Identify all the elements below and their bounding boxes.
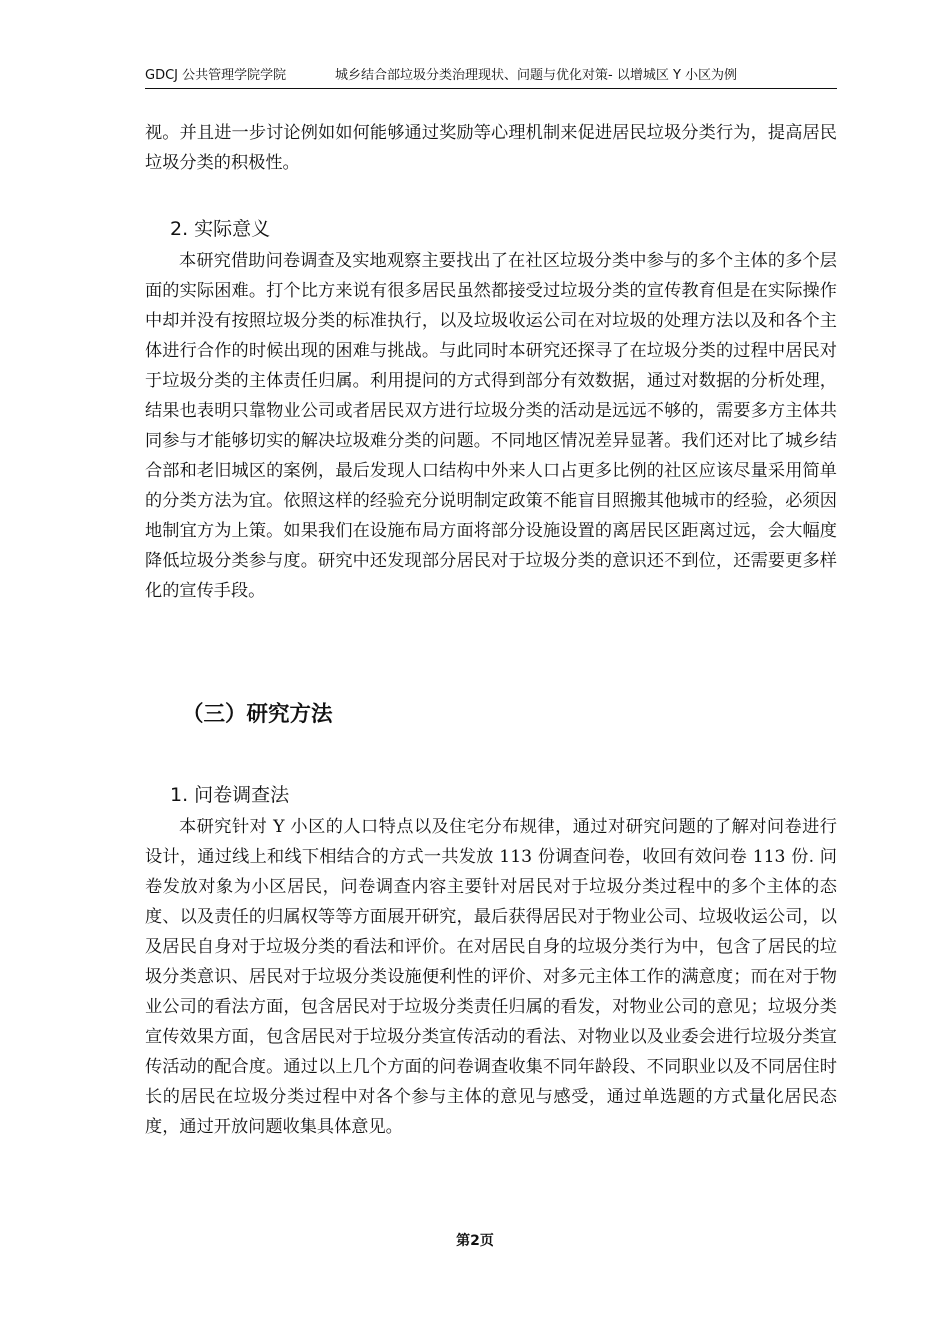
subheading-questionnaire: 1. 问卷调查法	[170, 784, 290, 806]
paragraph-text: 本研究借助问卷调查及实地观察主要找出了在社区垃圾分类中参与的多个主体的多个层面的实际困难。打个比方来说有很多居民虽然都接受过垃圾分类的宣传教育但是在实际操作中却并没有按照垃圾分类的标准执行，以及垃圾收运公司在对垃圾的处理方法以及和各个主体进行合作的时候出现的困难与挑战。与此同时本研究还探寻了在垃圾分类的过程中居民对于垃圾分类的主体责任归属。利用提问的方式得到部分有效数据，通过对数据的分析处理，结果也表明只靠物业公司或者居民双方进行垃圾分类的活动是远远不够的，需要多方主体共同参与才能够切实的解决垃圾难分类的问题。不同地区情况差异显著。我们还对比了城乡结合部和老旧城区的案例，最后发现人口结构中外来人口占更多比例的社区应该尽量采用简单的分类方法为宜。依照这样的经验充分说明制定政策不能盲目照搬其他城市的经验，必须因地制宜方为上策。如果我们在设施布局方面将部分设施设置的离居民区距离过远，会大幅度降低垃圾分类参与度。研究中还发现部分居民对于垃圾分类的意识还不到位，还需要更多样化的宣传手段。	[145, 251, 837, 601]
subheading-practical-significance: 2. 实际意义	[170, 218, 271, 240]
header-title: 城乡结合部垃圾分类治理现状、问题与优化对策- 以增城区 Y 小区为例	[335, 68, 738, 83]
section-heading-research-methods: （三）研究方法	[182, 702, 333, 727]
running-header	[145, 66, 837, 89]
paragraph-practical-significance	[145, 246, 837, 606]
paragraph-text: 本研究针对 Y 小区的人口特点以及住宅分布规律，通过对研究问题的了解对问卷进行设计，通过线上和线下相结合的方式一共发放 113 份调查问卷，收回有效问卷 113 份. 问卷发放对象为小区居民，问卷调查内容主要针对居民对于垃圾分类过程中的多个主体的态度、以及责任的归属权等等方面展开研究，最后获得居民对于物业公司、垃圾收运公司，以及居民自身对于垃圾分类的看法和评价。在对居民自身的垃圾分类行为中，包含了居民的垃圾分类意识、居民对于垃圾分类设施便利性的评价、对多元主体工作的满意度；而在对于物业公司的看法方面，包含居民对于垃圾分类责任归属的看发，对物业公司的意见；垃圾分类宣传效果方面，包含居民对于垃圾分类宣传活动的看法、对物业以及业委会进行垃圾分类宣传活动的配合度。通过以上几个方面的问卷调查收集不同年龄段、不同职业以及不同居住时长的居民在垃圾分类过程中对各个参与主体的意见与感受，通过单选题的方式量化居民态度，通过开放问题收集具体意见。	[145, 817, 837, 1137]
header-institution: GDCJ 公共管理学院学院	[145, 68, 287, 83]
paragraph-continued	[145, 118, 837, 178]
paragraph-text: 视。并且进一步讨论例如如何能够通过奖励等心理机制来促进居民垃圾分类行为，提高居民垃圾分类的积极性。	[145, 123, 837, 173]
paragraph-questionnaire	[145, 812, 837, 1142]
page-number: 第2页	[456, 1233, 494, 1249]
